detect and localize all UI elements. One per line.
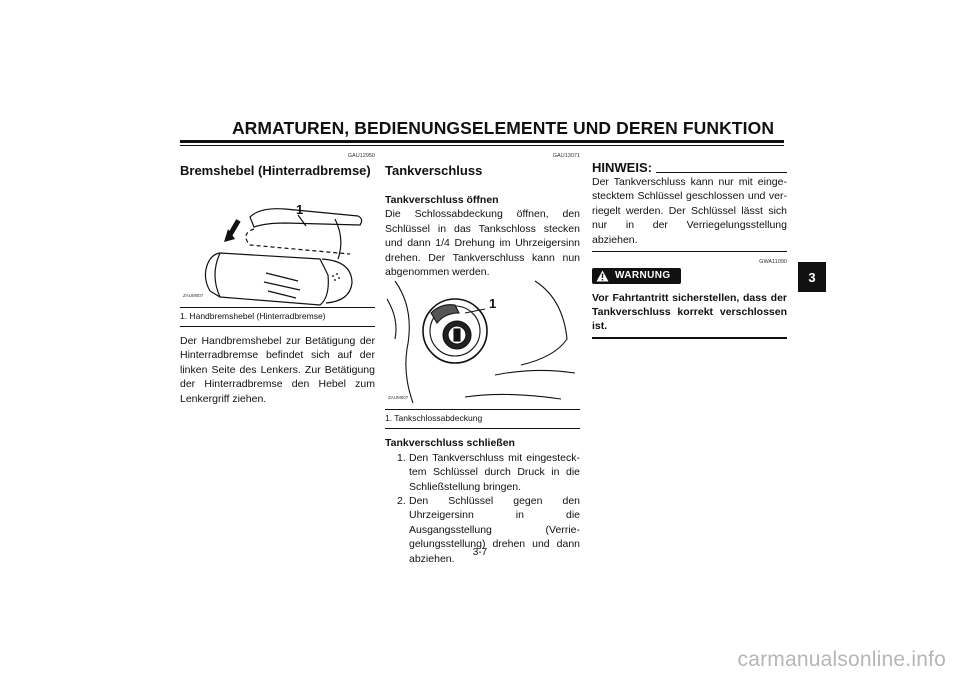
page-number: 3-7 <box>472 547 488 558</box>
subheading: Tankverschluss öffnen <box>385 194 499 206</box>
body-text: Die Schlossabdeckung öffnen, den Schlüssel in das Tankschloss stecken und dann 1/4 Drehung im Uhrzeigersinn drehen. Der Tankverschluss kann nun abgenommen werden. <box>385 208 580 279</box>
chapter-tab[interactable]: 3 <box>798 262 826 292</box>
section-heading: Tankverschluss <box>385 163 483 178</box>
brake-lever-section <box>180 150 375 406</box>
title-rule-thin <box>180 145 784 146</box>
callout-number: 1 <box>296 202 304 217</box>
watermark: carmanualsonline.info <box>737 648 946 671</box>
handlebar-illustration <box>180 179 375 307</box>
note-rule <box>656 172 787 173</box>
step-number: 1. <box>397 451 406 464</box>
step-number: 2. <box>397 495 406 508</box>
figure-caption: 1. Handbremshebel (Hinterradbremse) <box>180 308 375 327</box>
subheading: Tankverschluss schließen <box>385 437 515 450</box>
step-text: Den Tankverschluss mit eingestecktem Schlüssel durch Druck in die Schließstellung bringen. <box>409 451 580 493</box>
note-label: HINWEIS: <box>592 160 652 175</box>
brake-lever-figure <box>180 179 375 308</box>
fuel-cap-illustration <box>385 279 580 409</box>
fuel-cap-section <box>385 150 580 566</box>
figure-caption: 1. Tankschlossabdeckung <box>385 410 580 429</box>
list-item <box>397 451 580 494</box>
figure-code: ZAUM007 <box>183 292 204 298</box>
warning-triangle-icon <box>596 270 609 282</box>
note-warning-column <box>592 150 787 339</box>
body-text: Der Handbremshebel zur Betätigung der Hinterradbremse befindet sich auf der linken Seite des Lenkers. Zur Betätigung der Hinterradbremse den Hebel zum Lenkergriff ziehen. <box>180 335 375 405</box>
callout-number: 1 <box>489 296 497 312</box>
warning-text: Vor Fahrtantritt sicherstellen, dass der Tankverschluss korrekt verschlossen ist. <box>592 291 787 339</box>
section-code: GAU12950 <box>347 153 375 159</box>
note-text: Der Tankverschluss kann nur mit eingestecktem Schlüssel geschlossen und verriegelt werden. Der Schlüssel lässt sich nur in der Verriegelungsstellung abziehen. <box>592 175 787 252</box>
fuel-cap-figure <box>385 279 580 410</box>
warning-badge <box>592 268 681 284</box>
section-heading: Bremshebel (Hinterradbremse) <box>180 163 371 178</box>
note-header <box>592 161 787 175</box>
warning-label: WARNUNG <box>615 270 671 282</box>
section-code: GAU13071 <box>552 153 580 159</box>
figure-code: ZAUM007 <box>388 395 409 401</box>
warning-code: GWA11090 <box>759 259 787 266</box>
title-rule <box>180 140 784 143</box>
step-text: Den Schlüssel gegen den Uhrzeigersinn in die Ausgangsstellung (Verriegelungsstellung) drehen und dann abziehen. <box>409 495 580 565</box>
page-title: ARMATUREN, BEDIENUNGSELEMENTE UND DEREN FUNKTION <box>231 118 775 138</box>
